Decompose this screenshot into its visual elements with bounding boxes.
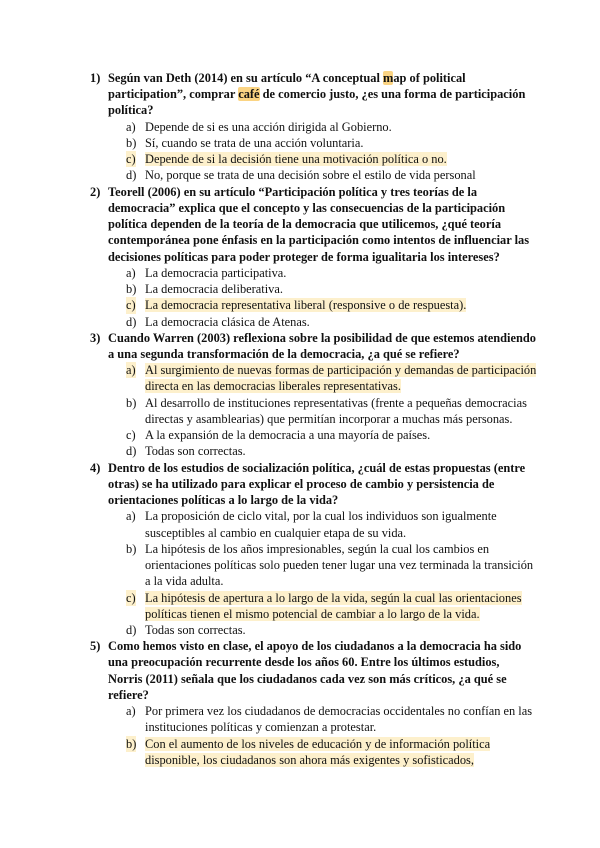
answer-option	[0, 508, 600, 540]
answer-option	[0, 703, 600, 735]
question-text-line	[108, 492, 600, 508]
text-segment: una preocupación recurrente desde los años 60. Entre los últimos estudios,	[108, 655, 500, 670]
option-text: Por primera vez los ciudadanos de democracias occidentales no confían en las	[145, 704, 533, 719]
option-text: a la vida adulta.	[145, 574, 224, 589]
option-text: instituciones políticas y comienzan a protestar.	[145, 720, 377, 735]
answer-option-highlighted	[0, 736, 600, 768]
option-text-line	[145, 427, 600, 443]
text-segment: democracia” explica que el concepto y las consecuencias de la participación	[108, 200, 506, 215]
option-text-line	[145, 622, 600, 638]
option-text-line	[145, 151, 600, 167]
answer-option-highlighted	[0, 590, 600, 622]
option-text: Con el aumento de los niveles de educación y de información política	[145, 736, 491, 751]
option-text: Todas son correctas.	[145, 444, 246, 459]
option-text: Depende de si es una acción dirigida al Gobierno.	[145, 119, 392, 134]
question-text-line	[108, 687, 600, 703]
option-text: La democracia representativa liberal (responsive o de respuesta).	[145, 298, 467, 313]
option-letter: b)	[126, 135, 137, 150]
question-text-line	[108, 460, 600, 476]
question-number: 5)	[90, 639, 101, 654]
option-letter: a)	[126, 265, 136, 280]
option-text: La democracia deliberativa.	[145, 282, 283, 297]
answer-option	[0, 119, 600, 135]
option-text-line	[145, 590, 600, 606]
answer-option	[0, 443, 600, 459]
question-text-line	[108, 184, 600, 200]
option-letter: d)	[126, 622, 137, 637]
option-letter: a)	[126, 363, 136, 378]
option-text-line	[145, 135, 600, 151]
option-text-line	[145, 541, 600, 557]
option-text-line	[145, 508, 600, 524]
text-segment: a una segunda transformación de la democracia, ¿a qué se refiere?	[108, 346, 460, 361]
question-number: 3)	[90, 330, 101, 345]
option-letter: d)	[126, 168, 137, 183]
option-letter: b)	[126, 395, 137, 410]
option-letter: b)	[126, 541, 137, 556]
question-3	[0, 330, 600, 362]
option-letter: b)	[126, 282, 137, 297]
option-text-line	[145, 752, 600, 768]
question-4	[0, 460, 600, 509]
answer-option-highlighted	[0, 362, 600, 394]
highlighted-word: m	[383, 71, 394, 85]
question-text-line	[108, 654, 600, 670]
answer-option-highlighted	[0, 151, 600, 167]
option-letter: c)	[126, 590, 136, 605]
option-letter: c)	[126, 428, 136, 443]
answer-option	[0, 427, 600, 443]
option-text: La democracia participativa.	[145, 265, 287, 280]
option-text: políticas tienen el mismo potencial de cambiar a lo largo de la vida.	[145, 606, 480, 621]
option-text-line	[145, 573, 600, 589]
question-2	[0, 184, 600, 265]
answer-option	[0, 135, 600, 151]
answer-option	[0, 541, 600, 590]
question-text-line	[108, 86, 600, 102]
option-letter: a)	[126, 509, 136, 524]
option-text-line	[145, 314, 600, 330]
question-5	[0, 638, 600, 703]
option-text: disponible, los ciudadanos son ahora más exigentes y sofisticados,	[145, 752, 474, 767]
question-text-line	[108, 476, 600, 492]
question-number: 1)	[90, 71, 101, 85]
option-text-line	[145, 281, 600, 297]
answer-option	[0, 314, 600, 330]
option-text-line	[145, 703, 600, 719]
option-letter: a)	[126, 704, 136, 719]
option-text-line	[145, 395, 600, 411]
question-text-line	[108, 638, 600, 654]
option-text: Sí, cuando se trata de una acción voluntaria.	[145, 135, 364, 150]
question-text-line	[108, 346, 600, 362]
option-text-line	[145, 265, 600, 281]
option-text: La hipótesis de los años impresionables, según la cual los cambios en	[145, 541, 490, 556]
text-segment: Dentro de los estudios de socialización política, ¿cuál de estas propuestas (entre	[108, 460, 526, 475]
option-text: Al desarrollo de instituciones representativas (frente a pequeñas democracias	[145, 395, 527, 410]
option-letter: d)	[126, 314, 137, 329]
answer-option	[0, 281, 600, 297]
option-text: orientaciones políticas solo pueden tener lugar una vez terminada la transición	[145, 558, 534, 573]
question-text-line	[108, 671, 600, 687]
option-text: La hipótesis de apertura a lo largo de la vida, según la cual las orientaciones	[145, 590, 522, 605]
option-text: Al surgimiento de nuevas formas de participación y demandas de participación	[145, 363, 537, 378]
question-text-line	[108, 216, 600, 232]
option-text-line	[145, 297, 600, 313]
option-text: Depende de si la decisión tiene una motivación política o no.	[145, 152, 447, 167]
text-segment: decisiones políticas para poder proteger de forma igualitaria los intereses?	[108, 249, 500, 264]
question-text-line	[108, 330, 600, 346]
text-segment: ap of political	[393, 71, 466, 85]
option-letter: c)	[126, 152, 136, 167]
text-segment: Cuando Warren (2003) reflexiona sobre la posibilidad de que estemos atendiendo	[108, 330, 536, 345]
option-letter: a)	[126, 119, 136, 134]
text-segment: Como hemos visto en clase, el apoyo de los ciudadanos a la democracia ha sido	[108, 639, 522, 654]
text-segment: de comercio justo, ¿es una forma de participación	[259, 87, 526, 102]
document-page	[0, 70, 600, 768]
option-text-line	[145, 411, 600, 427]
text-segment: Norris (2011) señala que los ciudadanos cada vez son más críticos, ¿a qué se	[108, 671, 507, 686]
option-text-line	[145, 736, 600, 752]
option-text: Todas son correctas.	[145, 622, 246, 637]
text-segment: refiere?	[108, 687, 149, 702]
option-text-line	[145, 167, 600, 183]
option-text-line	[145, 119, 600, 135]
question-1	[0, 70, 600, 119]
text-segment: política dependen de la teoría de la democracia que utilicemos, ¿qué teoría	[108, 217, 502, 232]
question-number: 4)	[90, 460, 101, 475]
text-segment: Según van Deth (2014) en su artículo “A conceptual	[108, 71, 384, 85]
question-text-line	[108, 249, 600, 265]
text-segment: Teorell (2006) en su artículo “Participación política y tres teorías de la	[108, 184, 478, 199]
option-text: La proposición de ciclo vital, por la cual los individuos son igualmente	[145, 509, 497, 524]
option-text-line	[145, 378, 600, 394]
highlighted-word: café	[238, 87, 260, 102]
text-segment: otras) se ha utilizado para explicar el proceso de cambio y persistencia de	[108, 476, 495, 491]
text-segment: contemporánea pone énfasis en la participación como intentos de influenciar las	[108, 233, 530, 248]
option-text: La democracia clásica de Atenas.	[145, 314, 310, 329]
option-letter: d)	[126, 444, 137, 459]
question-text-line	[108, 70, 600, 86]
option-text-line	[145, 443, 600, 459]
answer-option	[0, 167, 600, 183]
option-text-line	[145, 362, 600, 378]
option-text-line	[145, 606, 600, 622]
question-text-line	[108, 232, 600, 248]
option-text: directa en las democracias liberales representativas.	[145, 379, 401, 394]
option-letter: c)	[126, 298, 136, 313]
text-segment: orientaciones políticas a lo largo de la vida?	[108, 493, 339, 508]
option-text: No, porque se trata de una decisión sobre el estilo de vida personal	[145, 168, 476, 183]
answer-option	[0, 622, 600, 638]
option-text-line	[145, 719, 600, 735]
option-text-line	[145, 557, 600, 573]
option-text: A la expansión de la democracia a una mayoría de países.	[145, 428, 431, 443]
question-text-line	[108, 200, 600, 216]
answer-option-highlighted	[0, 297, 600, 313]
answer-option	[0, 395, 600, 427]
answer-option	[0, 265, 600, 281]
option-text: susceptibles al cambio en cualquier etapa de su vida.	[145, 525, 407, 540]
text-segment: política?	[108, 103, 154, 118]
option-letter: b)	[126, 736, 137, 751]
question-number: 2)	[90, 184, 101, 199]
question-text-line	[108, 102, 600, 118]
text-segment: participation”, comprar	[108, 87, 239, 102]
option-text-line	[145, 525, 600, 541]
option-text: directas y asamblearias) que permitían incorporar a muchas más personas.	[145, 411, 513, 426]
